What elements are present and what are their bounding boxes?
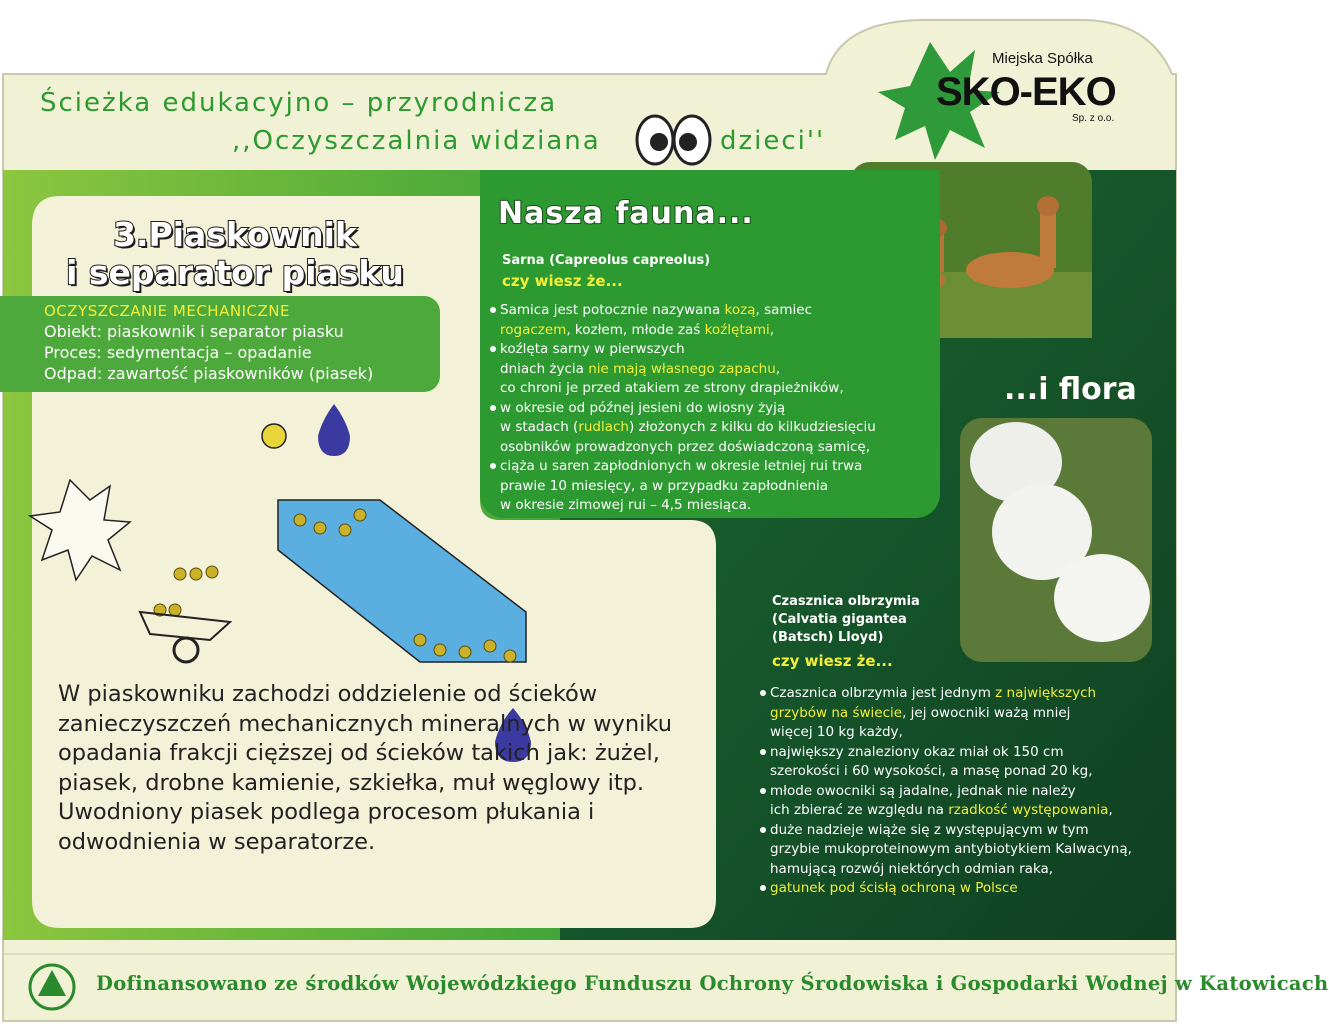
flora-did-you-know: czy wiesz że...	[772, 652, 893, 670]
flora-fact-line	[760, 879, 1132, 899]
fauna-fact-text: koźlęta sarny w pierwszych	[500, 341, 685, 357]
flora-fact-text: duże nadzieje wiąże się z występującym w tym	[770, 821, 1089, 838]
fauna-fact-highlight: rogaczem	[500, 321, 567, 338]
description-text: W piaskowniku zachodzi oddzielenie od ścieków zanieczyszczeń mechanicznych mineralnych w wyniku opadania frakcji cięższej od ścieków takich jak: żużel, piasek, drobne kamienie, szkiełka, muł węglowy itp. Uwodniony piasek podlega procesom płukania i odwodnienia w separatorze.	[58, 681, 672, 855]
fauna-fact-text: ,	[769, 321, 775, 338]
logo-name: SKO-EKO	[936, 70, 1116, 114]
mechanical-process: Proces: sedymentacja – opadanie	[44, 343, 312, 362]
flora-fact-text: ,	[1108, 802, 1113, 818]
fauna-fact-line	[490, 301, 876, 321]
flora-fact-line	[760, 782, 1132, 802]
board-title-line2: ,,Oczyszczalnia widziana	[232, 126, 601, 156]
flora-fact-text: szerokości i 60 wysokości, a masę ponad 20 kg,	[770, 763, 1093, 779]
fauna-fact-highlight: rudlach	[578, 419, 629, 435]
logo-suffix: Sp. z o.o.	[1072, 113, 1115, 124]
fauna-fact-line	[490, 418, 876, 438]
flora-fact-highlight: z największych	[995, 685, 1097, 701]
flora-fact-line	[760, 762, 1132, 782]
flora-fact-text: hamującą rozwój niektórych odmian raka,	[770, 860, 1054, 877]
fauna-fact-highlight: nie mają własnego zapachu	[588, 360, 776, 377]
fauna-fact-text: prawie 10 miesięcy, a w przypadku zapłodnienia	[500, 477, 829, 494]
fauna-fact-text: dniach życia	[500, 360, 589, 377]
mechanical-heading: OCZYSZCZANIE MECHANICZNE	[44, 302, 290, 320]
fauna-fact-highlight: koźlętami	[704, 321, 770, 338]
footer-funding-note: Dofinansowano ze środków Wojewódzkiego Funduszu Ochrony Środowiska i Gospodarki Wodnej w Katowicach	[96, 972, 1329, 995]
section-title-line2: i separator piasku	[66, 253, 404, 292]
flora-species-line3: (Batsch) Lloyd)	[772, 630, 884, 645]
fauna-fact-line	[490, 379, 876, 399]
section-title	[40, 216, 430, 292]
flora-fact-highlight: grzybów na świecie	[770, 704, 903, 721]
mechanical-waste: Odpad: zawartość piaskowników (piasek)	[44, 364, 374, 383]
fauna-fact-line	[490, 457, 876, 477]
flora-fact-text: Czasznica olbrzymia jest jednym	[770, 685, 996, 701]
fauna-fact-text: w okresie od późnej jesieni do wiosny żyją	[500, 399, 786, 416]
flora-title: ...i flora	[1004, 372, 1137, 407]
fauna-did-you-know: czy wiesz że...	[502, 272, 623, 290]
flora-fact-line	[760, 704, 1132, 724]
flora-fact-text: więcej 10 kg każdy,	[770, 724, 903, 740]
logo-line1: Miejska Spółka	[992, 50, 1093, 67]
board-title-line2-end: dzieci''	[720, 126, 826, 156]
fauna-fact-line	[490, 360, 876, 380]
flora-fact-line	[760, 684, 1132, 704]
fauna-fact-text: osobników prowadzonych przez doświadczoną samicę,	[500, 438, 870, 455]
flora-fact-line	[760, 801, 1132, 821]
fauna-fact-line	[490, 477, 876, 497]
flora-fact-line	[760, 860, 1132, 880]
flora-fact-text: grzybie mukoproteinowym antybiotykiem Kalwacyną,	[770, 841, 1132, 857]
flora-fact-line	[760, 840, 1132, 860]
flora-fact-text: ich zbierać ze względu na	[770, 802, 949, 818]
mechanical-object: Obiekt: piaskownik i separator piasku	[44, 322, 344, 341]
flora-fact-highlight: gatunek pod ścisłą ochroną w Polsce	[770, 880, 1018, 896]
fauna-fact-text: Samica jest potocznie nazywana	[500, 302, 725, 318]
flora-fact-line	[760, 821, 1132, 841]
fauna-fact-text: ciąża u saren zapłodnionych w okresie letniej rui trwa	[500, 458, 863, 474]
board-title-line1: Ścieżka edukacyjno – przyrodnicza	[40, 88, 558, 118]
fauna-fact-text: , kozłem, młode zaś	[566, 321, 705, 338]
flora-fact-text: młode owocniki są jadalne, jednak nie należy	[770, 782, 1076, 799]
flora-fact-text: , jej owocniki ważą mniej	[902, 704, 1071, 721]
fauna-title: Nasza fauna...	[498, 196, 754, 231]
flora-species-line2: (Calvatia gigantea	[772, 612, 907, 627]
section-title-line1: 3.Piaskownik	[113, 215, 357, 254]
fauna-fact-text: ) złożonych z kilku do kilkudziesięciu	[629, 419, 876, 435]
fauna-fact-text: w okresie zimowej rui – 4,5 miesiąca.	[500, 497, 752, 513]
flora-species-line1: Czasznica olbrzymia	[772, 594, 920, 609]
flora-fact-line	[760, 723, 1132, 743]
flora-fact-line	[760, 743, 1132, 763]
fauna-species: Sarna (Capreolus capreolus)	[502, 253, 711, 268]
fauna-fact-line	[490, 496, 876, 516]
fauna-fact-text: ,	[775, 360, 781, 377]
fauna-fact-line	[490, 399, 876, 419]
fauna-fact-text: , samiec	[755, 302, 813, 318]
fauna-fact-line	[490, 321, 876, 341]
fauna-fact-line	[490, 340, 876, 360]
flora-fact-highlight: rzadkość występowania	[948, 802, 1109, 818]
flora-facts-list	[760, 684, 1132, 899]
fauna-fact-highlight: kozą	[724, 302, 756, 318]
fauna-fact-text: co chroni je przed atakiem ze strony drapieżników,	[500, 380, 844, 396]
fauna-facts-list	[490, 301, 876, 516]
fauna-fact-line	[490, 438, 876, 458]
fauna-fact-text: w stadach (	[500, 419, 579, 435]
flora-fact-text: największy znaleziony okaz miał ok 150 cm	[770, 743, 1064, 760]
